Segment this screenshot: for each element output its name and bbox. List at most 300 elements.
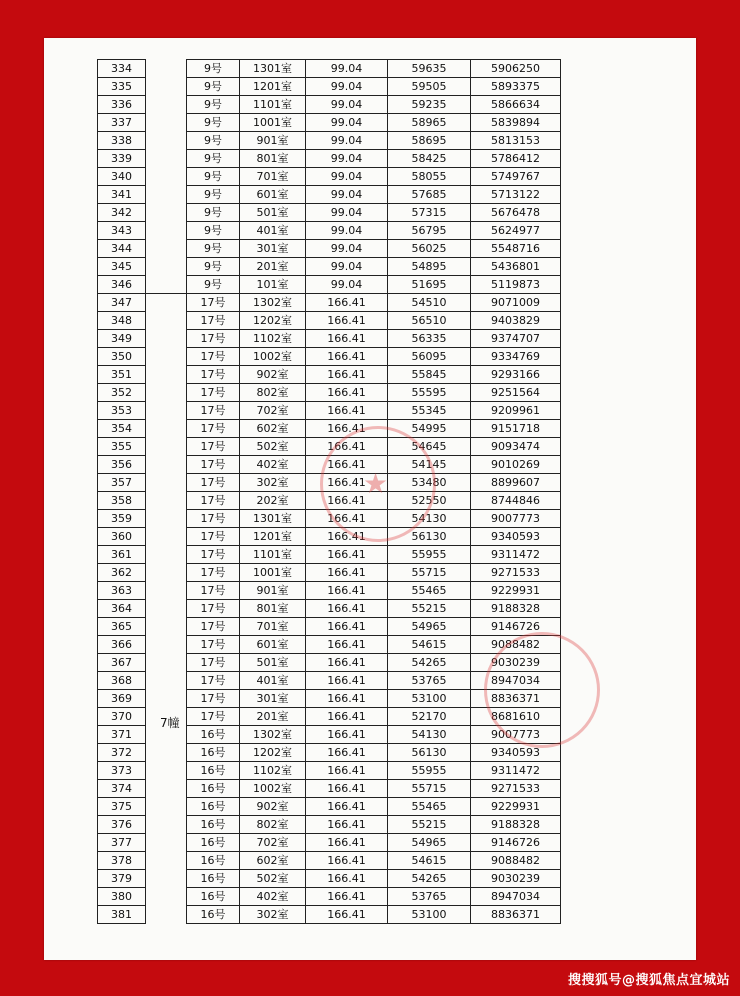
room-cell: 1002室 (240, 780, 306, 798)
building-cell: 9号 (187, 132, 240, 150)
unit-price-cell: 54965 (388, 834, 471, 852)
unit-price-cell: 54895 (388, 258, 471, 276)
building-cell: 9号 (187, 276, 240, 294)
table-row (98, 60, 146, 78)
unit-price-cell: 57315 (388, 204, 471, 222)
area-cell: 166.41 (306, 528, 388, 546)
row-number-cell: 351 (98, 366, 146, 384)
table-row (187, 690, 561, 708)
room-cell: 402室 (240, 456, 306, 474)
area-cell: 166.41 (306, 870, 388, 888)
table-row (98, 798, 146, 816)
area-cell: 99.04 (306, 96, 388, 114)
building-cell: 9号 (187, 114, 240, 132)
unit-price-cell: 55215 (388, 600, 471, 618)
unit-price-cell: 58425 (388, 150, 471, 168)
table-row (187, 384, 561, 402)
building-cell: 17号 (187, 510, 240, 528)
total-price-cell: 9311472 (471, 762, 561, 780)
row-number-cell: 343 (98, 222, 146, 240)
room-cell: 302室 (240, 906, 306, 924)
room-cell: 702室 (240, 834, 306, 852)
block-label: 7幢 (160, 716, 180, 730)
building-cell: 17号 (187, 564, 240, 582)
area-cell: 99.04 (306, 222, 388, 240)
row-number-cell: 369 (98, 690, 146, 708)
table-row (98, 114, 146, 132)
unit-price-cell: 59505 (388, 78, 471, 96)
area-cell: 166.41 (306, 618, 388, 636)
unit-price-table (186, 59, 561, 924)
total-price-cell: 9334769 (471, 348, 561, 366)
building-cell: 16号 (187, 762, 240, 780)
unit-price-cell: 55955 (388, 762, 471, 780)
row-number-cell: 367 (98, 654, 146, 672)
area-cell: 99.04 (306, 168, 388, 186)
row-number-cell: 334 (98, 60, 146, 78)
building-cell: 17号 (187, 654, 240, 672)
row-number-cell: 341 (98, 186, 146, 204)
table-row (187, 474, 561, 492)
table-row (98, 906, 146, 924)
building-cell: 17号 (187, 600, 240, 618)
table-row (187, 60, 561, 78)
table-row (98, 492, 146, 510)
row-number-cell: 356 (98, 456, 146, 474)
total-price-cell: 5749767 (471, 168, 561, 186)
building-cell: 17号 (187, 708, 240, 726)
room-cell: 201室 (240, 258, 306, 276)
table-row (98, 420, 146, 438)
building-cell: 16号 (187, 906, 240, 924)
room-cell: 1001室 (240, 114, 306, 132)
building-cell: 17号 (187, 420, 240, 438)
total-price-cell: 5893375 (471, 78, 561, 96)
total-price-cell: 9374707 (471, 330, 561, 348)
building-cell: 9号 (187, 60, 240, 78)
total-price-cell: 9146726 (471, 618, 561, 636)
table-row (187, 150, 561, 168)
area-cell: 166.41 (306, 312, 388, 330)
table-row (98, 816, 146, 834)
area-cell: 99.04 (306, 186, 388, 204)
row-number-cell: 375 (98, 798, 146, 816)
row-number-cell: 345 (98, 258, 146, 276)
table-row (98, 510, 146, 528)
row-number-cell: 339 (98, 150, 146, 168)
table-row (187, 708, 561, 726)
table-row (187, 834, 561, 852)
row-number-cell: 350 (98, 348, 146, 366)
unit-price-cell: 56095 (388, 348, 471, 366)
table-row (187, 330, 561, 348)
row-number-cell: 361 (98, 546, 146, 564)
total-price-cell: 9030239 (471, 654, 561, 672)
room-cell: 1201室 (240, 78, 306, 96)
unit-price-cell: 56130 (388, 528, 471, 546)
table-row (187, 456, 561, 474)
table-row (98, 222, 146, 240)
unit-price-cell: 54615 (388, 852, 471, 870)
building-cell: 17号 (187, 330, 240, 348)
row-number-cell: 363 (98, 582, 146, 600)
total-price-cell: 5813153 (471, 132, 561, 150)
room-cell: 1302室 (240, 726, 306, 744)
unit-price-cell: 54130 (388, 726, 471, 744)
total-price-cell: 9071009 (471, 294, 561, 312)
table-row (187, 618, 561, 636)
table-row (187, 276, 561, 294)
table-row (98, 528, 146, 546)
unit-price-cell: 53480 (388, 474, 471, 492)
table-row (98, 132, 146, 150)
table-row (98, 564, 146, 582)
table-row (187, 852, 561, 870)
row-number-cell: 365 (98, 618, 146, 636)
table-row (187, 888, 561, 906)
table-row (187, 546, 561, 564)
table-row (98, 204, 146, 222)
room-cell: 1302室 (240, 294, 306, 312)
unit-price-cell: 54265 (388, 654, 471, 672)
table-row (98, 888, 146, 906)
area-cell: 166.41 (306, 834, 388, 852)
total-price-cell: 9209961 (471, 402, 561, 420)
table-row (98, 744, 146, 762)
total-price-cell: 8744846 (471, 492, 561, 510)
row-number-table (97, 59, 146, 924)
total-price-cell: 8947034 (471, 888, 561, 906)
area-cell: 166.41 (306, 654, 388, 672)
table-row (187, 762, 561, 780)
table-row (98, 708, 146, 726)
building-cell: 17号 (187, 546, 240, 564)
row-number-cell: 362 (98, 564, 146, 582)
area-cell: 166.41 (306, 888, 388, 906)
area-cell: 166.41 (306, 906, 388, 924)
total-price-cell: 9030239 (471, 870, 561, 888)
table-row (187, 492, 561, 510)
unit-price-cell: 54995 (388, 420, 471, 438)
room-cell: 401室 (240, 672, 306, 690)
total-price-cell: 5906250 (471, 60, 561, 78)
table-row (98, 258, 146, 276)
building-cell: 17号 (187, 474, 240, 492)
unit-price-cell: 55715 (388, 780, 471, 798)
table-row (98, 402, 146, 420)
row-number-cell: 344 (98, 240, 146, 258)
row-number-cell: 379 (98, 870, 146, 888)
table-row (98, 618, 146, 636)
area-cell: 99.04 (306, 276, 388, 294)
area-cell: 166.41 (306, 672, 388, 690)
table-row (187, 294, 561, 312)
total-price-cell: 9271533 (471, 780, 561, 798)
room-cell: 101室 (240, 276, 306, 294)
table-row (98, 456, 146, 474)
room-cell: 301室 (240, 240, 306, 258)
area-cell: 166.41 (306, 852, 388, 870)
table-row (187, 744, 561, 762)
unit-price-cell: 53765 (388, 888, 471, 906)
room-cell: 501室 (240, 654, 306, 672)
unit-price-cell: 53100 (388, 906, 471, 924)
building-cell: 16号 (187, 744, 240, 762)
row-number-cell: 360 (98, 528, 146, 546)
row-number-cell: 380 (98, 888, 146, 906)
table-row (187, 816, 561, 834)
building-cell: 17号 (187, 384, 240, 402)
total-price-cell: 9088482 (471, 852, 561, 870)
table-row (187, 204, 561, 222)
room-cell: 501室 (240, 204, 306, 222)
table-row (98, 834, 146, 852)
table-row (98, 312, 146, 330)
unit-price-cell: 55345 (388, 402, 471, 420)
building-cell: 16号 (187, 888, 240, 906)
table-row (187, 78, 561, 96)
room-cell: 702室 (240, 402, 306, 420)
table-row (98, 240, 146, 258)
room-cell: 401室 (240, 222, 306, 240)
building-cell: 9号 (187, 258, 240, 276)
table-row (98, 438, 146, 456)
row-number-cell: 349 (98, 330, 146, 348)
row-number-cell: 348 (98, 312, 146, 330)
row-number-cell: 364 (98, 600, 146, 618)
total-price-cell: 9188328 (471, 816, 561, 834)
building-cell: 17号 (187, 582, 240, 600)
unit-price-cell: 56795 (388, 222, 471, 240)
row-number-cell: 336 (98, 96, 146, 114)
total-price-cell: 5624977 (471, 222, 561, 240)
official-seal-stamp: ★ (320, 426, 436, 542)
total-price-cell: 9010269 (471, 456, 561, 474)
area-cell: 166.41 (306, 780, 388, 798)
area-cell: 166.41 (306, 420, 388, 438)
building-cell: 16号 (187, 870, 240, 888)
row-number-cell: 366 (98, 636, 146, 654)
table-row (98, 726, 146, 744)
area-cell: 166.41 (306, 600, 388, 618)
row-number-cell: 337 (98, 114, 146, 132)
row-number-cell: 346 (98, 276, 146, 294)
area-cell: 166.41 (306, 744, 388, 762)
total-price-cell: 9151718 (471, 420, 561, 438)
room-cell: 1202室 (240, 312, 306, 330)
unit-price-cell: 58965 (388, 114, 471, 132)
unit-price-cell: 58055 (388, 168, 471, 186)
row-number-cell: 359 (98, 510, 146, 528)
total-price-cell: 8836371 (471, 906, 561, 924)
table-row (187, 438, 561, 456)
row-number-cell: 354 (98, 420, 146, 438)
table-row (187, 132, 561, 150)
room-cell: 902室 (240, 366, 306, 384)
room-cell: 801室 (240, 600, 306, 618)
room-cell: 1301室 (240, 510, 306, 528)
room-cell: 1101室 (240, 546, 306, 564)
area-cell: 166.41 (306, 492, 388, 510)
row-number-cell: 340 (98, 168, 146, 186)
room-cell: 1101室 (240, 96, 306, 114)
unit-price-cell: 54130 (388, 510, 471, 528)
table-row (98, 186, 146, 204)
total-price-cell: 5786412 (471, 150, 561, 168)
room-cell: 601室 (240, 186, 306, 204)
watermark-text: 搜搜狐号@搜狐焦点宜城站 (567, 973, 730, 988)
total-price-cell: 8947034 (471, 672, 561, 690)
table-row (98, 600, 146, 618)
unit-price-cell: 52550 (388, 492, 471, 510)
area-cell: 166.41 (306, 582, 388, 600)
room-cell: 602室 (240, 420, 306, 438)
area-cell: 99.04 (306, 132, 388, 150)
area-cell: 99.04 (306, 204, 388, 222)
total-price-cell: 9093474 (471, 438, 561, 456)
area-cell: 166.41 (306, 384, 388, 402)
table-row (187, 168, 561, 186)
total-price-cell: 9403829 (471, 312, 561, 330)
building-cell: 17号 (187, 528, 240, 546)
area-cell: 166.41 (306, 690, 388, 708)
building-cell: 9号 (187, 204, 240, 222)
building-cell: 17号 (187, 402, 240, 420)
table-row (98, 672, 146, 690)
row-number-cell: 358 (98, 492, 146, 510)
room-cell: 1202室 (240, 744, 306, 762)
unit-price-cell: 51695 (388, 276, 471, 294)
area-cell: 166.41 (306, 798, 388, 816)
area-cell: 166.41 (306, 330, 388, 348)
unit-price-cell: 55465 (388, 798, 471, 816)
table-row (98, 870, 146, 888)
building-cell: 16号 (187, 852, 240, 870)
building-cell: 17号 (187, 312, 240, 330)
table-row (187, 348, 561, 366)
unit-price-cell: 54615 (388, 636, 471, 654)
area-cell: 166.41 (306, 564, 388, 582)
table-row (187, 96, 561, 114)
area-cell: 166.41 (306, 348, 388, 366)
table-row (98, 384, 146, 402)
building-cell: 17号 (187, 690, 240, 708)
row-number-cell: 378 (98, 852, 146, 870)
table-row (187, 798, 561, 816)
unit-price-cell: 54145 (388, 456, 471, 474)
table-row (187, 582, 561, 600)
room-cell: 502室 (240, 870, 306, 888)
table-row (187, 510, 561, 528)
table-row (187, 402, 561, 420)
row-number-cell: 381 (98, 906, 146, 924)
unit-price-cell: 56130 (388, 744, 471, 762)
document-page (44, 38, 696, 960)
total-price-cell: 8899607 (471, 474, 561, 492)
unit-price-cell: 59635 (388, 60, 471, 78)
unit-price-cell: 55715 (388, 564, 471, 582)
room-cell: 202室 (240, 492, 306, 510)
area-cell: 99.04 (306, 78, 388, 96)
building-cell: 17号 (187, 672, 240, 690)
room-cell: 701室 (240, 168, 306, 186)
area-cell: 99.04 (306, 60, 388, 78)
building-cell: 17号 (187, 618, 240, 636)
unit-price-cell: 55465 (388, 582, 471, 600)
area-cell: 166.41 (306, 366, 388, 384)
total-price-cell: 8681610 (471, 708, 561, 726)
row-number-cell: 338 (98, 132, 146, 150)
building-cell: 9号 (187, 222, 240, 240)
table-row (187, 870, 561, 888)
area-cell: 166.41 (306, 636, 388, 654)
unit-price-cell: 55955 (388, 546, 471, 564)
room-cell: 1102室 (240, 762, 306, 780)
unit-price-cell: 54510 (388, 294, 471, 312)
unit-price-cell: 59235 (388, 96, 471, 114)
room-cell: 201室 (240, 708, 306, 726)
area-cell: 166.41 (306, 762, 388, 780)
table-row (187, 636, 561, 654)
total-price-cell: 5866634 (471, 96, 561, 114)
total-price-cell: 9229931 (471, 798, 561, 816)
table-row (187, 672, 561, 690)
building-cell: 16号 (187, 798, 240, 816)
table-row (187, 654, 561, 672)
area-cell: 166.41 (306, 510, 388, 528)
row-number-cell: 357 (98, 474, 146, 492)
building-cell: 17号 (187, 492, 240, 510)
area-cell: 99.04 (306, 150, 388, 168)
unit-price-cell: 54645 (388, 438, 471, 456)
total-price-cell: 5119873 (471, 276, 561, 294)
table-row (187, 312, 561, 330)
unit-price-cell: 56025 (388, 240, 471, 258)
table-row (98, 330, 146, 348)
unit-price-cell: 53100 (388, 690, 471, 708)
room-cell: 1001室 (240, 564, 306, 582)
room-cell: 601室 (240, 636, 306, 654)
table-row (98, 690, 146, 708)
table-row (98, 762, 146, 780)
table-row (187, 258, 561, 276)
row-number-cell: 374 (98, 780, 146, 798)
total-price-cell: 9271533 (471, 564, 561, 582)
row-number-cell: 342 (98, 204, 146, 222)
room-cell: 602室 (240, 852, 306, 870)
building-cell: 9号 (187, 168, 240, 186)
building-cell: 16号 (187, 816, 240, 834)
table-row (98, 276, 146, 294)
unit-price-cell: 53765 (388, 672, 471, 690)
building-cell: 17号 (187, 294, 240, 312)
table-row (187, 240, 561, 258)
total-price-cell: 9007773 (471, 726, 561, 744)
area-cell: 99.04 (306, 240, 388, 258)
row-number-cell: 372 (98, 744, 146, 762)
table-row (187, 564, 561, 582)
row-number-cell: 347 (98, 294, 146, 312)
unit-price-cell: 55215 (388, 816, 471, 834)
total-price-cell: 5548716 (471, 240, 561, 258)
unit-price-cell: 54965 (388, 618, 471, 636)
table-row (98, 582, 146, 600)
row-number-cell: 377 (98, 834, 146, 852)
total-price-cell: 9251564 (471, 384, 561, 402)
area-cell: 166.41 (306, 402, 388, 420)
table-row (98, 636, 146, 654)
table-row (187, 366, 561, 384)
